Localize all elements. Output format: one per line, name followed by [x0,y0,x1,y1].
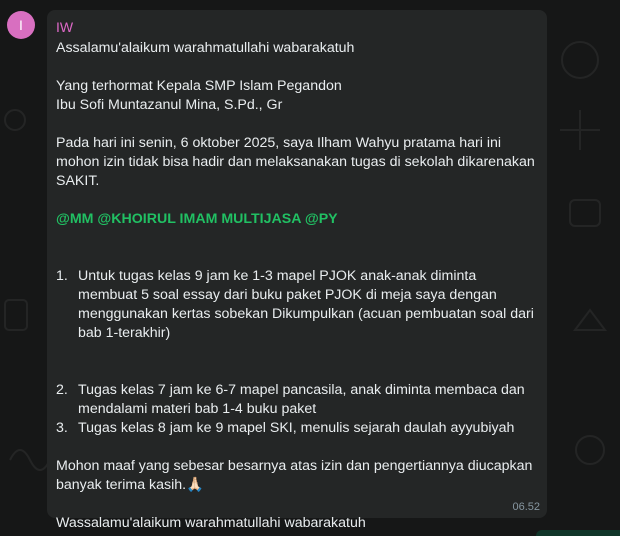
paragraph-gap [56,229,538,248]
task-text: mendalami materi bab 1-4 buku paket [78,401,317,417]
body-line-3: SAKIT. [56,173,100,189]
paragraph-gap [56,438,538,457]
closing-line-2: banyak terima kasih.🙏🏻 [56,477,204,493]
sender-name[interactable]: IW [56,19,74,35]
task-text: Untuk tugas kelas 9 jam ke 1-3 mapel PJOK anak-anak diminta [78,268,477,284]
task-number: 1. [56,268,68,284]
body-line-2: mohon izin tidak bisa hadir dan melaksanakan tugas di sekolah dikarenakan [56,154,535,170]
task-list [56,267,538,438]
body-line-1: Pada hari ini senin, 6 oktober 2025, saya Ilham Wahyu pratama hari ini [56,135,502,151]
task-number: 2. [56,382,68,398]
address-line-1: Yang terhormat Kepala SMP Islam Pegandon [56,78,342,94]
address-line-2: Ibu Sofi Muntazanul Mina, S.Pd., Gr [56,97,283,113]
paragraph-gap [56,248,538,267]
scroll-button-edge[interactable] [536,530,620,536]
task-item-3 [56,419,538,438]
closing-line-1: Mohon maaf yang sebesar besarnya atas izin dan pengertiannya diucapkan [56,458,533,474]
task-text: Tugas kelas 8 jam ke 9 mapel SKI, menulis sejarah daulah ayyubiyah [78,420,515,436]
mentions-line[interactable]: @MM @KHOIRUL IMAM MULTIJASA @PY [56,211,338,227]
sender-avatar[interactable] [7,11,35,39]
greeting-text: Assalamu'alaikum warahmatullahi wabarakatuh [56,40,355,56]
task-text: menggunakan kertas sobekan Dikumpulkan (acuan pembuatan soal dari [78,306,534,322]
paragraph-gap [56,343,538,362]
task-item-1 [56,267,538,343]
farewell-text: Wassalamu'alaikum warahmatullahi wabarakatuh [56,515,366,531]
task-number: 3. [56,420,68,436]
paragraph-gap [56,58,538,77]
task-text: bab 1-terakhir) [78,325,171,341]
task-text: membuat 5 soal essay dari buku paket PJOK di meja saya dengan [78,287,497,303]
paragraph-gap [56,362,538,381]
task-item-2 [56,381,538,419]
paragraph-gap [56,495,538,514]
paragraph-gap [56,115,538,134]
task-text: Tugas kelas 7 jam ke 6-7 mapel pancasila, anak diminta membaca dan [78,382,525,398]
paragraph-gap [56,191,538,210]
message-bubble[interactable] [47,10,547,531]
message-timestamp: 06.52 [512,501,540,513]
avatar-initial: I [19,17,23,33]
